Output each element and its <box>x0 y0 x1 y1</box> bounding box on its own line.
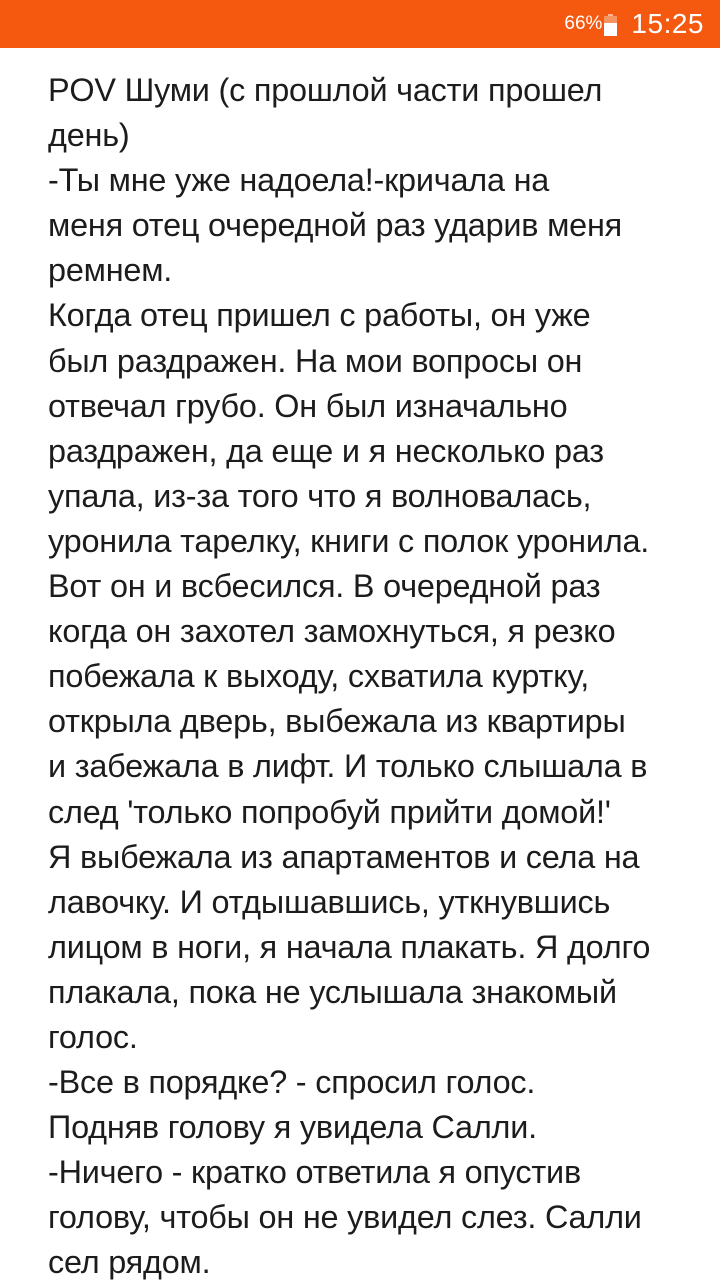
story-line: Я выбежала из апартаментов и села на <box>48 838 640 875</box>
story-line: день) <box>48 117 130 154</box>
story-line: плакала, пока не услышала знакомый <box>48 973 617 1010</box>
story-line: сел рядом. <box>48 1244 211 1281</box>
battery-icon <box>604 14 617 36</box>
story-line: -Ты мне уже надоела!-кричала на <box>48 162 550 199</box>
story-line: -Все в порядке? - спросил голос. <box>48 1064 536 1101</box>
story-line: уронила тарелку, книги с полок уронила. <box>48 522 650 559</box>
story-line: лицом в ноги, я начала плакать. Я долго <box>48 928 651 965</box>
story-line: побежала к выходу, схватила куртку, <box>48 658 589 695</box>
story-line: голос. <box>48 1018 138 1055</box>
status-indicators <box>564 0 704 48</box>
story-line: голову, чтобы он не увидел слез. Салли <box>48 1199 642 1236</box>
clock: 15:25 <box>631 8 704 39</box>
story-line: и забежала в лифт. И только слышала в <box>48 748 648 785</box>
battery-percentage: 66% <box>564 13 603 34</box>
story-line: Вот он и всбесился. В очередной раз <box>48 568 601 605</box>
story-line: Подняв голову я увидела Салли. <box>48 1109 537 1146</box>
story-line: отвечал грубо. Он был изначально <box>48 387 568 424</box>
story-line: -Ничего - кратко ответила я опустив <box>48 1154 581 1191</box>
story-line: раздражен, да еще и я несколько раз <box>48 432 604 469</box>
story-line: след 'только попробуй прийти домой!' <box>48 793 611 830</box>
story-line: открыла дверь, выбежала из квартиры <box>48 703 626 740</box>
story-line: лавочку. И отдышавшись, уткнувшись <box>48 883 611 920</box>
story-line: был раздражен. На мои вопросы он <box>48 342 583 379</box>
story-line: меня отец очередной раз ударив меня <box>48 207 623 244</box>
story-line: ремнем. <box>48 252 173 289</box>
story-line: когда он захотел замохнуться, я резко <box>48 613 616 650</box>
story-line: POV Шуми (с прошлой части прошел <box>48 72 603 108</box>
status-bar <box>0 0 720 48</box>
story-text <box>48 68 708 1286</box>
story-line: упала, из-за того что я волновалась, <box>48 477 592 514</box>
story-line: Когда отец пришел с работы, он уже <box>48 297 591 334</box>
